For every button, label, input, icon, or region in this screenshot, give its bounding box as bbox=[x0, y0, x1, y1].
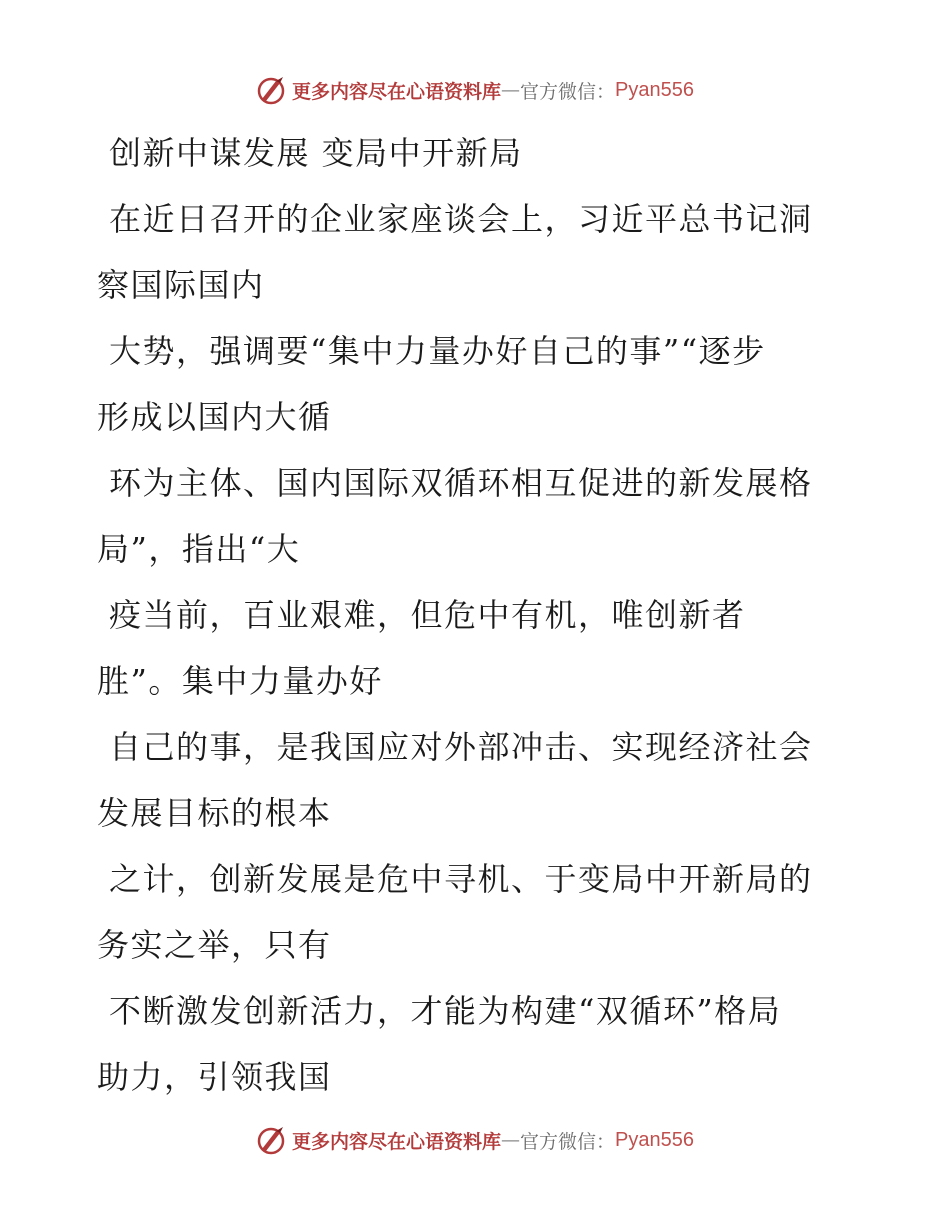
paragraph-line: 大势，强调要“集中力量办好自己的事”“逐步 bbox=[109, 332, 766, 370]
paragraph-line: 自己的事，是我国应对外部冲击、实现经济社会 bbox=[109, 728, 813, 766]
paragraph bbox=[97, 582, 837, 714]
paragraph bbox=[97, 846, 837, 978]
watermark-dash: — bbox=[501, 79, 521, 101]
watermark-account-id: Pyan556 bbox=[615, 1128, 694, 1151]
watermark-brand: 更多内容尽在心语资料库 bbox=[292, 80, 502, 103]
paragraph-line: 胜”。集中力量办好 bbox=[97, 662, 383, 700]
paragraph-line: 环为主体、国内国际双循环相互促进的新发展格 bbox=[109, 464, 813, 502]
paragraph-line: 察国际国内 bbox=[97, 266, 265, 304]
paragraph-line: 疫当前，百业艰难，但危中有机，唯创新者 bbox=[109, 596, 746, 634]
quill-logo-icon bbox=[256, 1125, 286, 1155]
quill-logo-icon bbox=[256, 75, 286, 105]
watermark-account-id: Pyan556 bbox=[615, 78, 694, 101]
paragraph-line: 之计，创新发展是危中寻机、于变局中开新局的 bbox=[109, 860, 813, 898]
paragraph bbox=[97, 318, 837, 450]
paragraph-line: 局”，指出“大 bbox=[97, 530, 301, 568]
watermark-header bbox=[0, 70, 950, 110]
paragraph-line: 在近日召开的企业家座谈会上，习近平总书记洞 bbox=[109, 200, 813, 238]
paragraph-line: 不断激发创新活力，才能为构建“双循环”格局 bbox=[109, 992, 782, 1030]
watermark-dash: — bbox=[501, 1129, 521, 1151]
watermark-brand: 更多内容尽在心语资料库 bbox=[292, 1130, 502, 1153]
paragraph bbox=[97, 186, 837, 318]
paragraph-line: 助力，引领我国 bbox=[97, 1058, 332, 1096]
document-title bbox=[97, 120, 837, 186]
document-body bbox=[97, 120, 837, 1110]
title-text: 创新中谋发展 变局中开新局 bbox=[109, 134, 523, 172]
watermark-account-label: 官方微信： bbox=[520, 1130, 616, 1153]
paragraph bbox=[97, 450, 837, 582]
watermark-footer bbox=[0, 1120, 950, 1160]
paragraph bbox=[97, 978, 837, 1110]
paragraph bbox=[97, 714, 837, 846]
watermark-account-label: 官方微信： bbox=[520, 80, 616, 103]
paragraph-line: 发展目标的根本 bbox=[97, 794, 332, 832]
paragraph-line: 务实之举，只有 bbox=[97, 926, 332, 964]
paragraph-line: 形成以国内大循 bbox=[97, 398, 332, 436]
